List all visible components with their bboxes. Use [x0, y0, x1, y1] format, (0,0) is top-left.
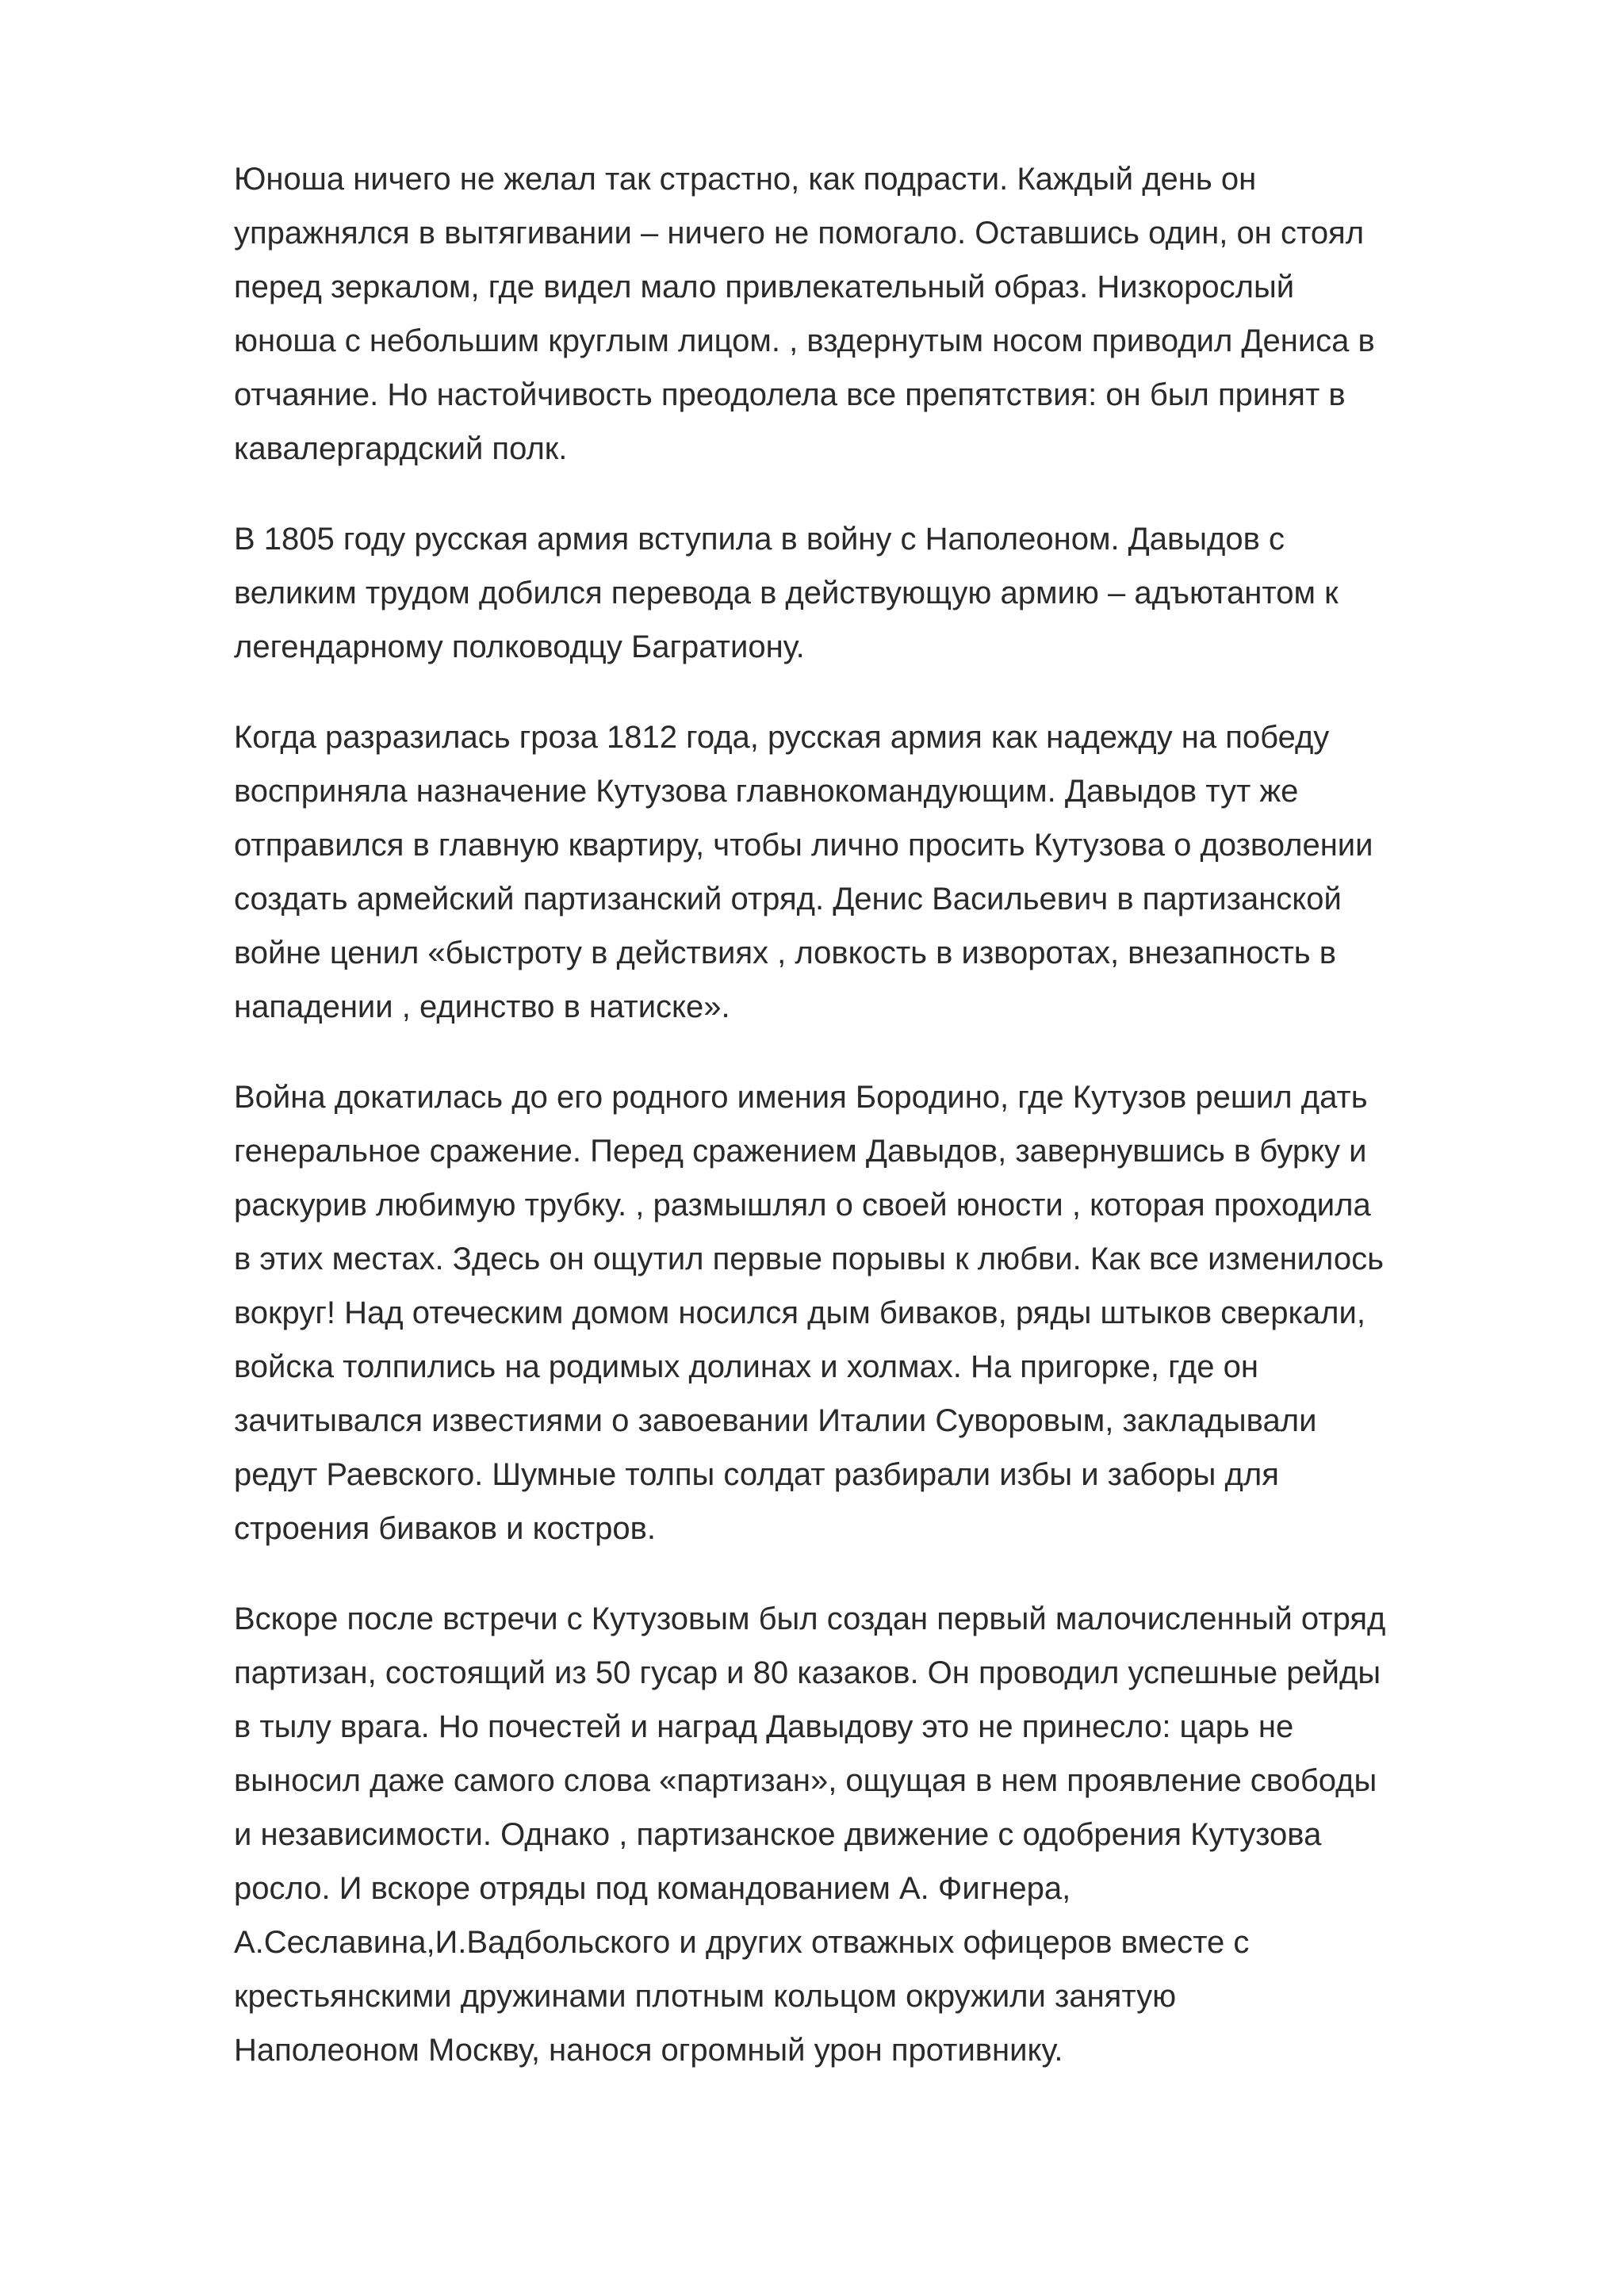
- paragraph-3: [234, 710, 1497, 1034]
- text-line: вокруг! Над отеческим домом носился дым биваков, ряды штыков сверкали,: [234, 1295, 1365, 1330]
- text-line: создать армейский партизанский отряд. Денис Васильевич в партизанской: [234, 882, 1342, 916]
- text-line: юноша с небольшим круглым лицом. , вздернутым носом приводил Дениса в: [234, 323, 1375, 358]
- text-line: Юноша ничего не желал так страстно, как подрасти. Каждый день он: [234, 162, 1257, 197]
- text-line: и независимости. Однако , партизанское движение с одобрения Кутузова: [234, 1817, 1322, 1852]
- text-line: легендарному полководцу Багратиону.: [234, 629, 805, 664]
- text-line: войне ценил «быстроту в действиях , ловкость в изворотах, внезапность в: [234, 936, 1336, 970]
- text-line: В 1805 году русская армия вступила в войну с Наполеоном. Давыдов с: [234, 522, 1285, 557]
- paragraph-2: [234, 512, 1497, 674]
- text-line: кавалергардский полк.: [234, 431, 568, 466]
- text-line: войска толпились на родимых долинах и холмах. На пригорке, где он: [234, 1349, 1258, 1384]
- text-line: зачитывался известиями о завоевании Италии Суворовым, закладывали: [234, 1403, 1317, 1438]
- paragraph-4: [234, 1070, 1497, 1556]
- text-line: восприняла назначение Кутузова главнокомандующим. Давыдов тут же: [234, 774, 1299, 809]
- text-line: перед зеркалом, где видел мало привлекательный образ. Низкорослый: [234, 270, 1295, 304]
- text-line: раскурив любимую трубку. , размышлял о своей юности , которая проходила: [234, 1188, 1371, 1223]
- text-line: великим трудом добился перевода в действующую армию – адъютантом к: [234, 576, 1339, 610]
- text-line: упражнялся в вытягивании – ничего не помогало. Оставшись один, он стоял: [234, 216, 1365, 251]
- text-line: строения биваков и костров.: [234, 1511, 656, 1546]
- text-line: отчаяние. Но настойчивость преодолела все препятствия: он был принят в: [234, 377, 1346, 412]
- paragraph-1: [234, 152, 1497, 476]
- text-line: в тылу врага. Но почестей и наград Давыдову это не принесло: царь не: [234, 1709, 1294, 1744]
- text-line: крестьянскими дружинами плотным кольцом окружили занятую: [234, 1979, 1177, 2014]
- text-line: партизан, состоящий из 50 гусар и 80 казаков. Он проводил успешные рейды: [234, 1655, 1381, 1690]
- paragraph-5: [234, 1592, 1497, 2077]
- text-line: Наполеоном Москву, нанося огромный урон противнику.: [234, 2033, 1063, 2068]
- text-line: Вскоре после встречи с Кутузовым был создан первый малочисленный отряд: [234, 1601, 1386, 1636]
- document-body: [234, 152, 1497, 2077]
- text-line: редут Раевского. Шумные толпы солдат разбирали избы и заборы для: [234, 1457, 1279, 1492]
- text-line: выносил даже самого слова «партизан», ощущая в нем проявление свободы: [234, 1763, 1377, 1798]
- text-line: А.Сеславина,И.Вадбольского и других отважных офицеров вместе с: [234, 1925, 1250, 1960]
- text-line: в этих местах. Здесь он ощутил первые порывы к любви. Как все изменилось: [234, 1242, 1384, 1276]
- text-line: росло. И вскоре отряды под командованием А. Фигнера,: [234, 1871, 1071, 1906]
- text-line: Когда разразилась гроза 1812 года, русская армия как надежду на победу: [234, 720, 1330, 755]
- text-line: генеральное сражение. Перед сражением Давыдов, завернувшись в бурку и: [234, 1134, 1367, 1169]
- text-line: отправился в главную квартиру, чтобы лично просить Кутузова о дозволении: [234, 828, 1373, 863]
- text-line: нападении , единство в натиске».: [234, 989, 730, 1024]
- text-line: Война докатилась до его родного имения Бородино, где Кутузов решил дать: [234, 1080, 1368, 1115]
